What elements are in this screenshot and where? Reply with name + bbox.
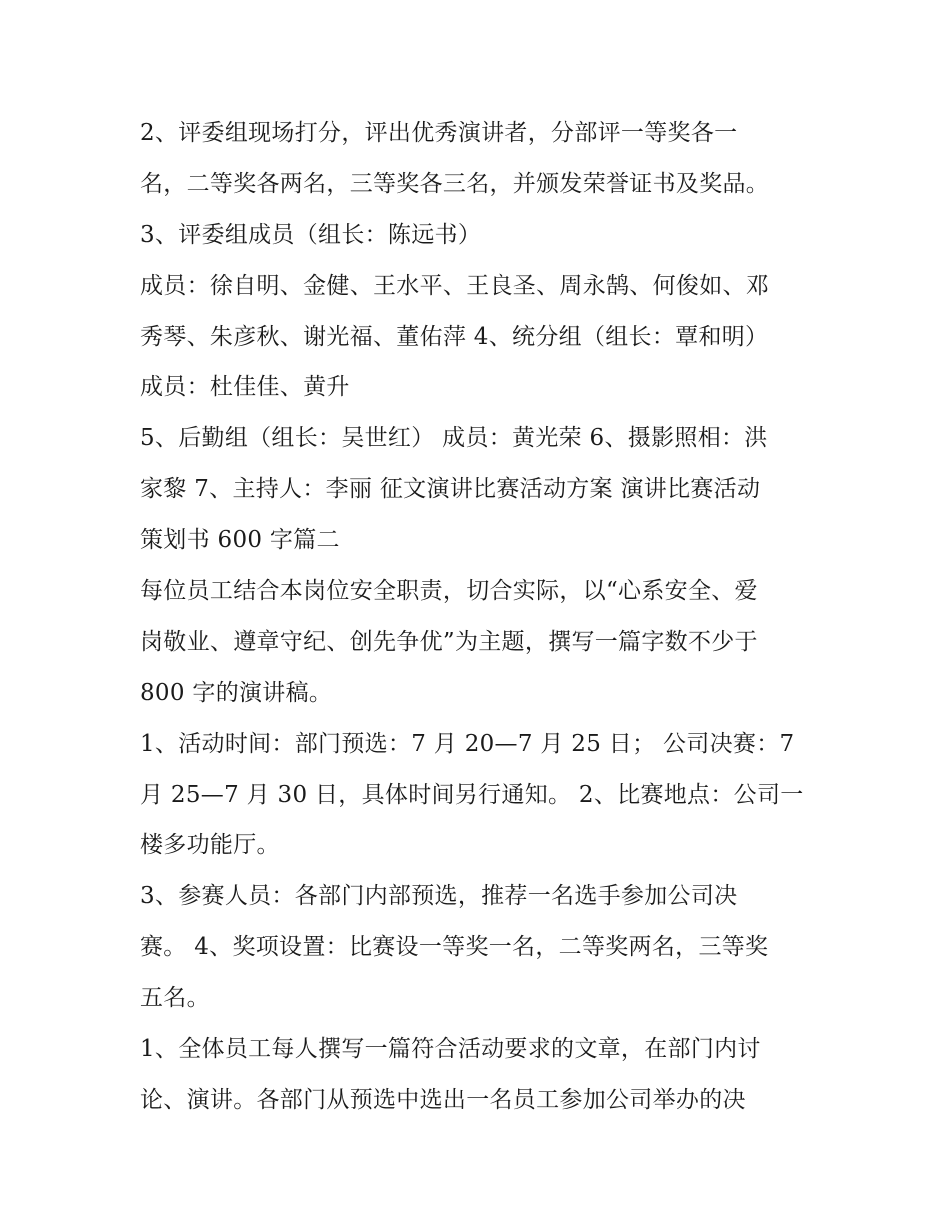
text-line: 秀琴、朱彦秋、谢光福、董佑萍 4、统分组（组长：覃和明）: [140, 323, 769, 350]
text-line: 1、全体员工每人撰写一篇符合活动要求的文章，在部门内讨: [140, 1036, 761, 1063]
text-line: 月 25—7 月 30 日，具体时间另行通知。 2、比赛地点：公司一: [140, 781, 804, 808]
text-line: 家黎 7、主持人：李丽 征文演讲比赛活动方案 演讲比赛活动: [140, 476, 761, 503]
text-line: 每位员工结合本岗位安全职责，切合实际，以“心系安全、爱: [140, 578, 758, 605]
text-line: 成员：徐自明、金健、王水平、王良圣、周永鹄、何俊如、邓: [140, 272, 770, 299]
document-body: [140, 108, 820, 1126]
text-line: 2、评委组现场打分，评出优秀演讲者，分部评一等奖各一: [140, 120, 738, 146]
text-line: 五名。: [140, 985, 210, 1012]
text-line: 策划书 600 字篇二: [140, 527, 340, 554]
text-line: 名，二等奖各两名，三等奖各三名，并颁发荣誉证书及奖品。: [140, 170, 770, 197]
text-line: 1、活动时间：部门预选：7 月 20—7 月 25 日； 公司决赛：7: [140, 730, 795, 757]
text-line: 5、后勤组（组长：吴世红） 成员：黄光荣 6、摄影照相：洪: [140, 425, 768, 452]
text-line: 800 字的演讲稿。: [140, 679, 333, 706]
text-line: 3、参赛人员：各部门内部预选，推荐一名选手参加公司决: [140, 883, 738, 910]
text-line: 成员：杜佳佳、黄升: [140, 374, 350, 401]
text-line: 3、评委组成员（组长：陈远书）: [140, 221, 482, 248]
text-line: 楼多功能厅。: [140, 832, 280, 859]
text-line: 赛。 4、奖项设置：比赛设一等奖一名，二等奖两名，三等奖: [140, 934, 769, 961]
text-line: 论、演讲。各部门从预选中选出一名员工参加公司举办的决: [140, 1086, 746, 1113]
text-line: 岗敬业、遵章守纪、创先争优”为主题，撰写一篇字数不少于: [140, 628, 758, 655]
